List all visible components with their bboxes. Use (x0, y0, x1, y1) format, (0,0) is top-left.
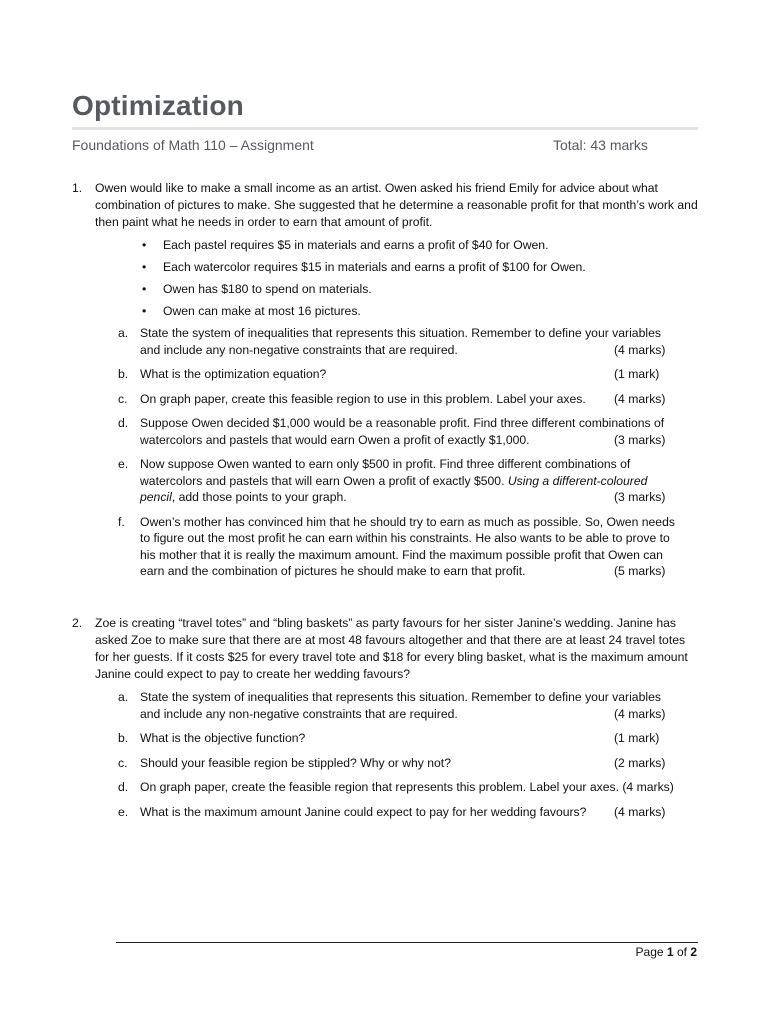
question-1 (72, 180, 698, 588)
question-2 (72, 615, 698, 828)
total-marks: Total: 43 marks (553, 137, 648, 153)
constraint-list (72, 237, 698, 320)
list-item: • Each pastel requires $5 in materials and earns a profit of $40 for Owen. (142, 238, 549, 252)
part-f: f. Owen’s mother has convinced him that he should try to earn as much as possible. So, Owen needs to figure out the most profit he can earn within his constraints. He also wants to be able to prove to his mother that it is really the maximum amount. Find the maximum possible profit that Owen can earn and the combination of pictures he should make to earn that profit. (5 marks) (118, 514, 675, 578)
title-divider (72, 127, 698, 130)
question-parts (72, 689, 698, 820)
marks-label: (3 marks) (614, 432, 666, 447)
question-number: 1. (72, 181, 83, 195)
part-c: c. On graph paper, create this feasible region to use in this problem. Label your axes. (4 marks) (118, 391, 666, 406)
question-number: 2. (72, 616, 83, 630)
bullet-icon: • (142, 304, 147, 318)
part-d: d. On graph paper, create the feasible region that represents this problem. Label your axes. (4 marks) (118, 780, 674, 794)
bullet-icon: • (142, 282, 147, 296)
page-title: Optimization (72, 90, 244, 121)
bullet-icon: • (142, 260, 147, 274)
part-a: a. State the system of inequalities that represents this situation. Remember to define your variables and include any non-negative constraints that are required. (4 marks) (118, 690, 666, 721)
marks-label: (2 marks) (614, 755, 666, 770)
part-b: b. What is the optimization equation? (1 mark) (118, 367, 660, 381)
part-e: e. Now suppose Owen wanted to earn only $500 in profit. Find three different combinations of watercolors and pastels that will earn Owen a profit of exactly $500. Using a different-coloured pencil, add those points to your graph. (3 marks) (118, 457, 666, 504)
marks-label: (3 marks) (614, 490, 666, 504)
marks-label: (4 marks) (614, 342, 666, 357)
marks-label: (4 marks) (614, 391, 666, 406)
page-number: Page 1 of 2 (635, 945, 697, 959)
marks-label: (4 marks) (622, 780, 674, 794)
assignment-subtitle (72, 137, 658, 153)
part-b: b. What is the objective function? (1 mark) (118, 731, 660, 745)
list-item: • Each watercolor requires $15 in materials and earns a profit of $100 for Owen. (142, 260, 586, 274)
marks-label: (1 mark) (614, 731, 660, 745)
question-text: Zoe is creating “travel totes” and “bling baskets” as party favours for her sister Janine’s wedding. Janine has asked Zoe to make sure that there are at most 48 favours altogether and that there are at least 24 travel totes for her guests. If it costs $25 for every travel tote and $18 for every bling basket, what is the maximum amount Janine could expect to pay to create her wedding favours? (95, 616, 688, 681)
marks-label: (4 marks) (614, 706, 666, 721)
list-item: • Owen can make at most 16 pictures. (142, 304, 361, 318)
question-text: Owen would like to make a small income as an artist. Owen asked his friend Emily for advice about what combination of pictures to make. She suggested that he determine a reasonable profit for that month’s work and then paint what he needs in order to earn that amount of profit. (95, 181, 698, 229)
marks-label: (4 marks) (614, 804, 666, 819)
list-item: • Owen has $180 to spend on materials. (142, 282, 372, 296)
part-c: c. Should your feasible region be stippled? Why or why not? (2 marks) (118, 755, 666, 770)
part-a: a. State the system of inequalities that represents this situation. Remember to define your variables and include any non-negative constraints that are required. (4 marks) (118, 326, 666, 357)
part-e: e. What is the maximum amount Janine could expect to pay for her wedding favours? (4 marks) (118, 804, 666, 819)
bullet-icon: • (142, 238, 147, 252)
question-parts (72, 325, 698, 580)
part-d: d. Suppose Owen decided $1,000 would be a reasonable profit. Find three different combinations of watercolors and pastels that would earn Owen a profit of exactly $1,000. (3 marks) (118, 416, 666, 447)
marks-label: (1 mark) (614, 367, 660, 381)
course-name: Foundations of Math 110 – Assignment (72, 137, 314, 153)
footer-divider (116, 942, 698, 943)
marks-label: (5 marks) (614, 564, 666, 578)
